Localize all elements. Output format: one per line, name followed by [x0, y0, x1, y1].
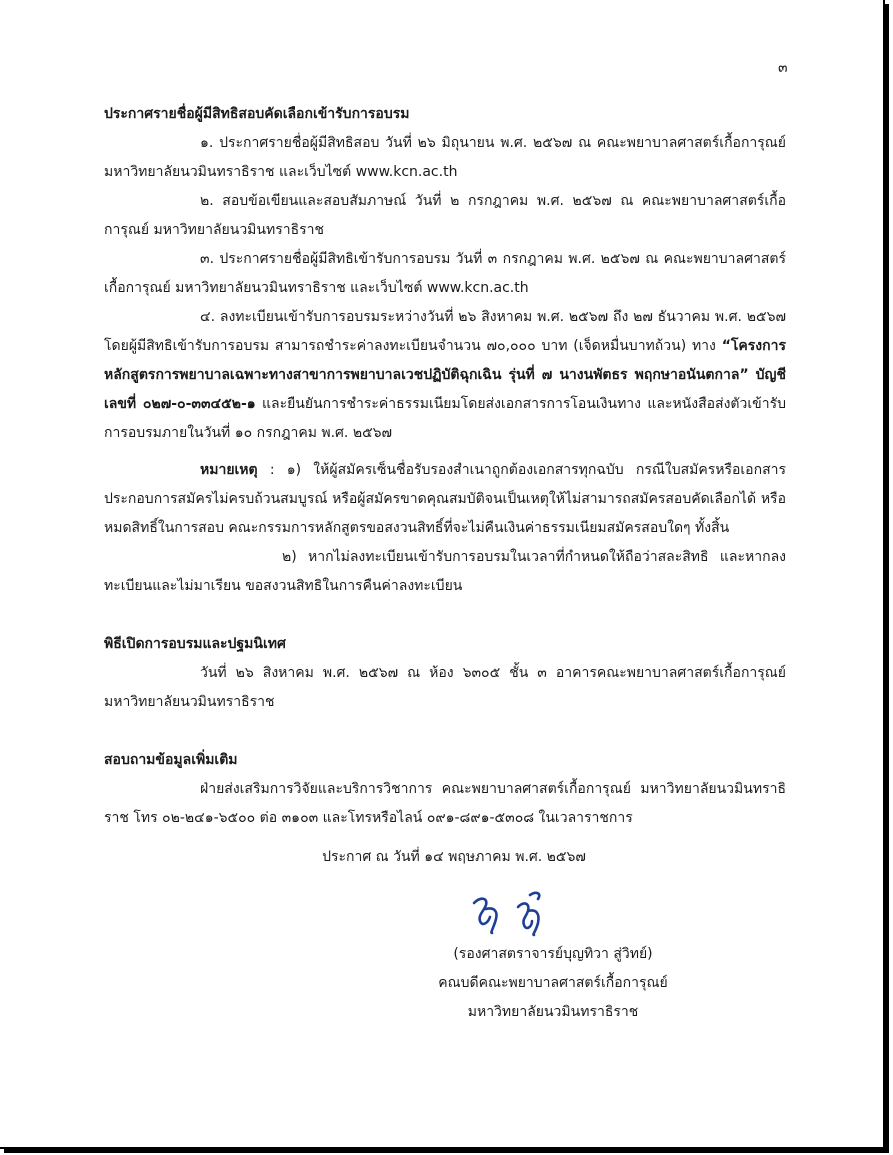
handwritten-signature [466, 889, 556, 937]
item-4-text-b: และยืนยันการชำระค่าธรรมเนียมโดยส่งเอกสารการโอนเงินทาง และหนังสือส่งตัวเข้ารับการอบรมภายในวันที่ ๑๐ กรกฎาคม พ.ศ. ๒๕๖๗ [104, 396, 787, 441]
announce-heading: ประกาศรายชื่อผู้มีสิทธิสอบคัดเลือกเข้ารับการอบรม [104, 106, 410, 122]
announce-item-2: ๒. สอบข้อเขียนและสอบสัมภาษณ์ วันที่ ๒ กรกฎาคม พ.ศ. ๒๕๖๗ ณ คณะพยาบาลศาสตร์เกื้อการุณย์ มหาวิทยาลัยนวมินทราธิราช [104, 193, 786, 238]
opening-text: วันที่ ๒๖ สิงหาคม พ.ศ. ๒๕๖๗ ณ ห้อง ๖๓๐๕ ชั้น ๓ อาคารคณะพยาบาลศาสตร์เกื้อการุณย์ มหาวิทยาลัยนวมินทราธิราช [104, 665, 786, 710]
note-paragraph-2: ๒) หากไม่ลงทะเบียนเข้ารับการอบรมในเวลาที่กำหนดให้ถือว่าสละสิทธิ และหากลงทะเบียนและไม่มาเรียน ขอสงวนสิทธิในการคืนค่าลงทะเบียน [104, 549, 786, 594]
note-label: หมายเหตุ [200, 462, 258, 478]
signer-name: (รองศาสตราจารย์บุญทิวา สู่วิทย์) [453, 946, 653, 962]
contact-text: ฝ่ายส่งเสริมการวิจัยและบริการวิชาการ คณะพยาบาลศาสตร์เกื้อการุณย์ มหาวิทยาลัยนวมินทราธิราช โทร ๐๒-๒๔๑-๖๕๐๐ ต่อ ๓๑๐๓ และโทรหรือไลน์ ๐๙๑-๘๙๑-๕๓๐๘ ในเวลาราชการ [104, 781, 786, 826]
note-text-1: : ๑) ให้ผู้สมัครเซ็นชื่อรับรองสำเนาถูกต้องเอกสารทุกฉบับ กรณีใบสมัครหรือเอกสารประกอบการสมัครไม่ครบถ้วนสมบูรณ์ หรือผู้สมัครขาดคุณสมบัติจนเป็นเหตุให้ไม่สามารถสมัครสอบคัดเลือกได้ หรือหมดสิทธิ์ในการสอบ คณะกรรมการหลักสูตรขอสงวนสิทธิ์ที่จะไม่คืนเงินค่าธรรมเนียมสมัครสอบใดๆ ทั้งสิ้น [104, 462, 786, 536]
note-paragraph-1 [104, 456, 786, 543]
announce-item-1: ๑. ประกาศรายชื่อผู้มีสิทธิสอบ วันที่ ๒๖ มิถุนายน พ.ศ. ๒๕๖๗ ณ คณะพยาบาลศาสตร์เกื้อการุณย์ มหาวิทยาลัยนวมินทราธิราช และเว็บไซต์ www.kcn.ac.th [104, 135, 786, 180]
signer-organization: มหาวิทยาลัยนวมินทราธิราช [467, 1004, 639, 1020]
announce-item-4 [104, 303, 786, 448]
page-number: ๓ [778, 60, 788, 76]
announce-item-3: ๓. ประกาศรายชื่อผู้มีสิทธิเข้ารับการอบรม วันที่ ๓ กรกฎาคม พ.ศ. ๒๕๖๗ ณ คณะพยาบาลศาสตร์เกื้อการุณย์ มหาวิทยาลัยนวมินทราธิราช และเว็บไซต์ www.kcn.ac.th [104, 251, 786, 296]
item-4-text-a: ๔. ลงทะเบียนเข้ารับการอบรมระหว่างวันที่ ๒๖ สิงหาคม พ.ศ. ๒๕๖๗ ถึง ๒๗ ธันวาคม พ.ศ. ๒๕๖๗ โดยผู้มีสิทธิเข้ารับการอบรม สามารถชำระค่าลงทะเบียนจำนวน ๗๐,๐๐๐ บาท (เจ็ดหมื่นบาทถ้วน) ทาง [104, 309, 786, 354]
contact-heading: สอบถามข้อมูลเพิ่มเติม [104, 752, 238, 768]
opening-heading: พิธีเปิดการอบรมและปฐมนิเทศ [104, 636, 286, 652]
signer-position: คณบดีคณะพยาบาลศาสตร์เกื้อการุณย์ [438, 975, 668, 991]
announce-date: ประกาศ ณ วันที่ ๑๔ พฤษภาคม พ.ศ. ๒๕๖๗ [322, 849, 586, 865]
item-4-bank-account: “โครงการหลักสูตรการพยาบาลเฉพาะทางสาขาการพยาบาลเวชปฏิบัติฉุกเฉิน รุ่นที่ ๗ นางนพัตธร พฤกษาอนันตกาล” บัญชีเลขที่ ๐๒๗-๐-๓๓๔๕๒-๑ [104, 338, 786, 412]
document-body [104, 100, 786, 833]
